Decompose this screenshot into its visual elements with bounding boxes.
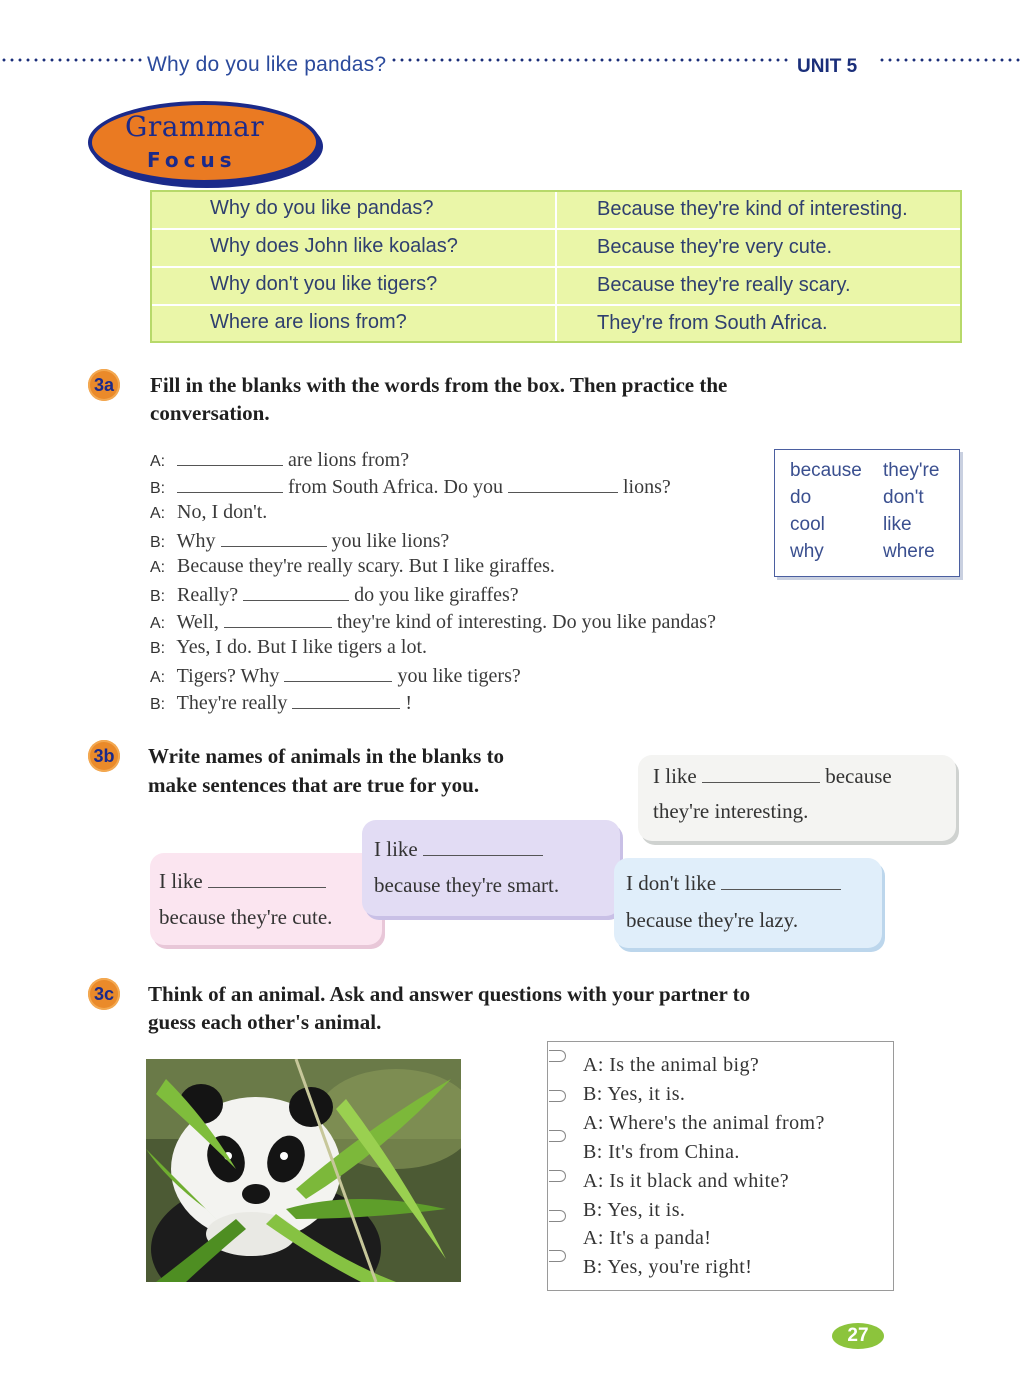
answer-blank[interactable] xyxy=(177,474,283,493)
header-dots-middle xyxy=(390,58,792,62)
page-number: 27 xyxy=(832,1323,884,1349)
bubble-text: because they're smart. xyxy=(374,873,560,897)
header-unit: UNIT 5 xyxy=(797,56,858,77)
bubble-text: they're interesting. xyxy=(653,799,809,823)
instruction-3c-line2: guess each other's animal. xyxy=(148,1010,382,1034)
speech-bubble-cute xyxy=(150,853,382,945)
dialogue-text: you like tigers? xyxy=(397,665,521,687)
binder-ring-icon xyxy=(549,1170,566,1182)
dialogue-line xyxy=(150,690,412,715)
word-box-item: cool xyxy=(790,514,825,535)
dialogue-text: are lions from? xyxy=(288,449,410,471)
panda-illustration xyxy=(146,1059,461,1282)
speaker-label: A: xyxy=(150,559,166,576)
answer-blank[interactable] xyxy=(508,474,618,493)
speaker-label: B: xyxy=(583,1083,603,1105)
guess-dialogue-line xyxy=(583,1199,685,1222)
grammar-answer: Because they're kind of interesting. xyxy=(597,198,908,220)
speaker-label: B: xyxy=(583,1199,603,1221)
grammar-badge-subtitle: Focus xyxy=(147,148,237,172)
grammar-table xyxy=(150,190,962,343)
bubble-text-part: I like xyxy=(159,869,203,893)
speaker-label: A: xyxy=(583,1112,604,1134)
instruction-3c-line1: Think of an animal. Ask and answer questions with your partner to xyxy=(148,982,751,1006)
speaker-label: A: xyxy=(583,1054,604,1076)
bubble-text: because they're lazy. xyxy=(626,908,799,932)
grammar-answer: Because they're really scary. xyxy=(597,274,851,296)
dialogue-line xyxy=(150,528,449,553)
grammar-question: Why don't you like tigers? xyxy=(210,273,438,295)
guess-dialogue-line xyxy=(583,1083,685,1106)
answer-blank[interactable] xyxy=(423,837,543,856)
header-dots-left xyxy=(0,58,145,62)
dialogue-text: you like lions? xyxy=(331,530,450,552)
dialogue-line xyxy=(150,501,267,524)
speaker-label: B: xyxy=(583,1256,603,1278)
word-box-item: why xyxy=(790,541,824,562)
speaker-label: B: xyxy=(150,588,166,605)
dialogue-line xyxy=(150,555,555,578)
binder-ring-icon xyxy=(549,1050,566,1062)
dialogue-text: Yes, you're right! xyxy=(607,1256,753,1278)
answer-blank[interactable] xyxy=(284,663,392,682)
guess-dialogue-line xyxy=(583,1256,752,1279)
answer-blank[interactable] xyxy=(208,869,326,888)
grammar-row-line xyxy=(152,304,960,306)
word-box-item: because xyxy=(790,460,862,481)
bubble-text xyxy=(626,871,841,896)
answer-blank[interactable] xyxy=(221,528,327,547)
section-marker-3c: 3c xyxy=(88,978,120,1010)
dialogue-line xyxy=(150,582,519,607)
dialogue-text: Really? xyxy=(177,584,239,606)
bubble-text: because they're cute. xyxy=(159,905,333,929)
answer-blank[interactable] xyxy=(292,690,400,709)
header-dots-right xyxy=(878,58,1024,62)
dialogue-text: Well, xyxy=(176,611,219,633)
instruction-3b-line2: make sentences that are true for you. xyxy=(148,773,480,797)
speaker-label: B: xyxy=(583,1141,603,1163)
word-box xyxy=(774,449,960,577)
guess-dialogue-line xyxy=(583,1141,740,1164)
speaker-label: A: xyxy=(150,669,166,686)
grammar-answer: They're from South Africa. xyxy=(597,312,828,334)
binder-ring-icon xyxy=(549,1210,566,1222)
grammar-question: Why does John like koalas? xyxy=(210,235,458,257)
instruction-3a-line1: Fill in the blanks with the words from the box. Then practice the xyxy=(150,373,728,397)
word-box-item: don't xyxy=(883,487,924,508)
dialogue-line xyxy=(150,636,427,659)
instruction-3b-line1: Write names of animals in the blanks to xyxy=(148,744,505,768)
section-marker-3b: 3b xyxy=(88,740,120,772)
bubble-text xyxy=(374,837,543,862)
grammar-question: Why do you like pandas? xyxy=(210,197,434,219)
instruction-3a-line2: conversation. xyxy=(150,401,270,425)
dialogue-text: It's a panda! xyxy=(609,1227,712,1249)
binder-ring-icon xyxy=(549,1250,566,1262)
answer-blank[interactable] xyxy=(177,447,283,466)
speaker-label: A: xyxy=(150,615,166,632)
answer-blank[interactable] xyxy=(224,609,332,628)
dialogue-text: lions? xyxy=(622,476,671,498)
dialogue-text: It's from China. xyxy=(608,1141,740,1163)
dialogue-text: Where's the animal from? xyxy=(608,1112,825,1134)
dialogue-text: Yes, it is. xyxy=(607,1199,686,1221)
dialogue-text: they're kind of interesting. Do you like pandas? xyxy=(336,611,716,633)
word-box-item: they're xyxy=(883,460,940,481)
answer-blank[interactable] xyxy=(243,582,349,601)
speech-bubble-smart xyxy=(362,820,620,916)
dialogue-text: Because they're really scary. But I like giraffes. xyxy=(177,555,555,577)
dialogue-text: Is it black and white? xyxy=(609,1170,790,1192)
speaker-label: A: xyxy=(150,453,166,470)
dialogue-text: do you like giraffes? xyxy=(354,584,519,606)
guess-dialogue-line xyxy=(583,1112,825,1135)
grammar-answer: Because they're very cute. xyxy=(597,236,833,258)
dialogue-text: Yes, I do. But I like tigers a lot. xyxy=(176,636,427,658)
dialogue-line xyxy=(150,609,716,634)
dialogue-line xyxy=(150,447,409,472)
dialogue-text: from South Africa. Do you xyxy=(288,476,503,498)
bubble-text-part: I like xyxy=(653,764,697,788)
binder-ring-icon xyxy=(549,1130,566,1142)
dialogue-line xyxy=(150,474,671,499)
binder-ring-icon xyxy=(549,1090,566,1102)
word-box-item: where xyxy=(883,541,935,562)
grammar-row-line xyxy=(152,266,960,268)
speaker-label: B: xyxy=(150,640,166,657)
answer-blank[interactable] xyxy=(721,871,841,890)
dialogue-text: They're really xyxy=(176,692,288,714)
guess-dialogue-line xyxy=(583,1227,711,1250)
speaker-label: B: xyxy=(150,480,166,497)
dialogue-text: Yes, it is. xyxy=(607,1083,686,1105)
dialogue-text: Why xyxy=(176,530,216,552)
dialogue-text: No, I don't. xyxy=(177,501,268,523)
dialogue-text: Is the animal big? xyxy=(609,1054,760,1076)
section-marker-3a: 3a xyxy=(88,369,120,401)
bubble-text-part: I like xyxy=(374,837,418,861)
speaker-label: B: xyxy=(150,696,166,713)
dialogue-text: ! xyxy=(405,692,413,714)
bubble-text-part: I don't like xyxy=(626,871,717,895)
grammar-row-line xyxy=(152,228,960,230)
answer-blank[interactable] xyxy=(702,764,820,783)
word-box-item: do xyxy=(790,487,812,508)
speaker-label: A: xyxy=(150,505,166,522)
grammar-badge-title: Grammar xyxy=(125,110,265,143)
grammar-question: Where are lions from? xyxy=(210,311,407,333)
bubble-text xyxy=(159,869,326,894)
dialogue-line xyxy=(150,663,521,688)
bubble-text-part: because xyxy=(825,764,892,788)
word-box-item: like xyxy=(883,514,912,535)
guess-dialogue-line xyxy=(583,1054,759,1077)
header-title: Why do you like pandas? xyxy=(147,53,387,76)
speaker-label: A: xyxy=(583,1170,604,1192)
speaker-label: A: xyxy=(583,1227,604,1249)
guessing-dialogue-box xyxy=(547,1041,894,1291)
bubble-text xyxy=(653,764,892,789)
dialogue-text: Tigers? Why xyxy=(176,665,280,687)
panda-photo xyxy=(146,1059,461,1282)
speaker-label: B: xyxy=(150,534,166,551)
guess-dialogue-line xyxy=(583,1170,789,1193)
